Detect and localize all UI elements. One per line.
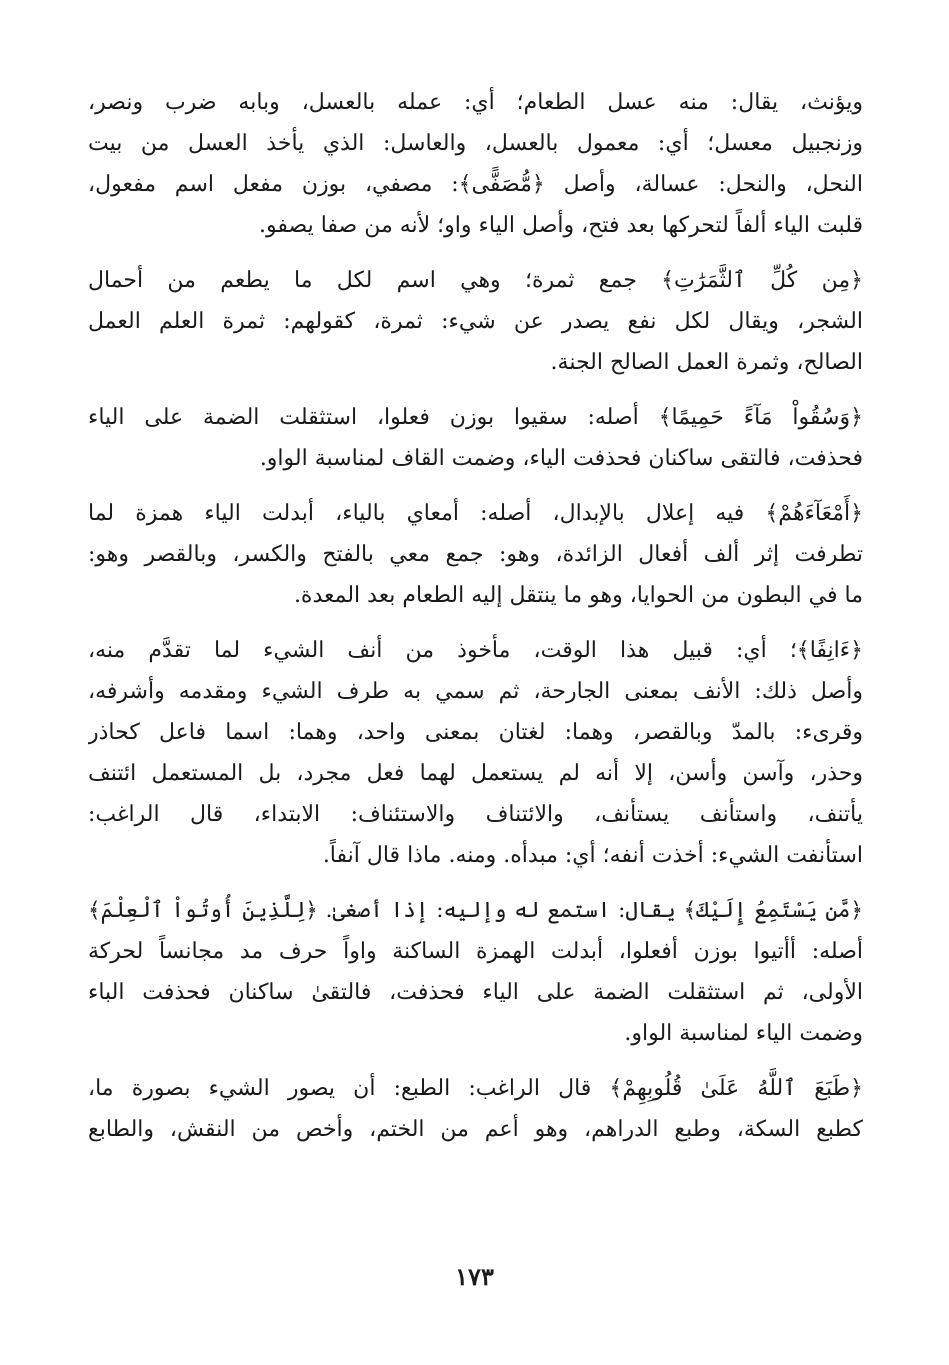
text-line: كطبع السكة، وطبع الدراهم، وهو أعم من الختم، وأخص من النقش، والطابع [88, 1117, 863, 1142]
text-line: وقرىء: بالمدّ وبالقصر، وهما: لغتان بمعنى واحد، وهما: اسما فاعل كحاذر [88, 720, 863, 745]
text-line: ﴿مِن كُلِّ ٱلثَّمَرَٰتِ﴾ جمع ثمرة؛ وهي اسم لكل ما يطعم من أحمال [88, 268, 863, 293]
text-line: ﴿وَسُقُواْ مَآءً حَمِيمًا﴾ أصله: سقيوا بوزن فعلوا، استثقلت الضمة على الياء [88, 405, 863, 430]
paragraph-listens [88, 890, 863, 1054]
text-line: النحل، والنحل: عسالة، وأصل ﴿مُّصَفًّى﴾: مصفي، بوزن مفعل اسم مفعول، [88, 172, 863, 197]
paragraph-just-now [88, 630, 863, 876]
text-line: الشجر، ويقال لكل نفع يصدر عن شيء: ثمرة، كقولهم: ثمرة العلم العمل [88, 309, 863, 334]
text-line: وزنجبيل معسل؛ أي: معمول بالعسل، والعاسل: الذي يأخذ العسل من بيت [88, 131, 863, 156]
text-line: قلبت الياء ألفاً لتحركها بعد فتح، وأصل الياء واو؛ لأنه من صفا يصفو. [259, 213, 863, 238]
text-line: أصله: أأتيوا بوزن أفعلوا، أبدلت الهمزة الساكنة واواً حرف مد مجانساً لحركة [88, 939, 863, 964]
text-line: ما في البطون من الحوايا، وهو ما ينتقل إليه الطعام بعد المعدة. [293, 583, 863, 608]
text-line: يأتنف، واستأنف يستأنف، والائتناف والاستئناف: الابتداء، قال الراغب: [88, 802, 863, 827]
text-line: ﴿ءَانِفًا﴾؛ أي: قبيل هذا الوقت، مأخوذ من أنف الشيء لما تقدَّم منه، [88, 638, 863, 663]
text-line: وأصل ذلك: الأنف بمعنى الجارحة، ثم سمي به طرف الشيء ومقدمه وأشرفه، [88, 679, 863, 704]
text-line: استأنفت الشيء: أخذت أنفه؛ أي: مبدأه. ومنه. ماذا قال آنفاً. [322, 843, 863, 868]
text-line: ﴿أَمْعَآءَهُمْ﴾ فيه إعلال بالإبدال، أصله: أمعاي بالياء، أبدلت الياء همزة لما [88, 501, 863, 526]
page-body [88, 82, 863, 1164]
text-line: تطرفت إثر ألف أفعال الزائدة، وهو: جمع معي بالفتح والكسر، وبالقصر وهو: [88, 542, 863, 567]
paragraph-boiling-water [88, 397, 863, 479]
text-line: ويؤنث، يقال: منه عسل الطعام؛ أي: عمله بالعسل، وبابه ضرب ونصر، [88, 90, 863, 115]
text-line: ﴿مَّن يَسْتَمِعُ إِلَيْكَ﴾ يقال: استمع له وإليه: إذا أصغىٰ. ﴿لِلَّذِينَ أُوتُواْ ٱلْعِلْمَ﴾ [88, 898, 863, 923]
text-line: ﴿طَبَعَ ٱللَّهُ عَلَىٰ قُلُوبِهِمْ﴾ قال الراغب: الطبع: أن يصور الشيء بصورة ما، [88, 1076, 863, 1101]
text-line: وحذر، وآسن وأسن، إلا أنه لم يستعمل لهما فعل مجرد، بل المستعمل ائتنف [88, 761, 863, 786]
text-line: الصالح، وثمرة العمل الصالح الجنة. [550, 350, 863, 375]
paragraph-fruits [88, 260, 863, 383]
text-line: الأولى، ثم استثقلت الضمة على الياء فحذفت، فالتقىٰ ساكنان فحذفت الباء [88, 980, 863, 1005]
page-number: ١٧٣ [455, 1262, 494, 1291]
paragraph-intestines [88, 493, 863, 616]
text-line: وضمت الياء لمناسبة الواو. [624, 1021, 863, 1046]
paragraph-sealed [88, 1068, 863, 1150]
paragraph-honey [88, 82, 863, 246]
text-line: فحذفت، فالتقى ساكنان فحذفت الياء، وضمت القاف لمناسبة الواو. [259, 446, 863, 471]
